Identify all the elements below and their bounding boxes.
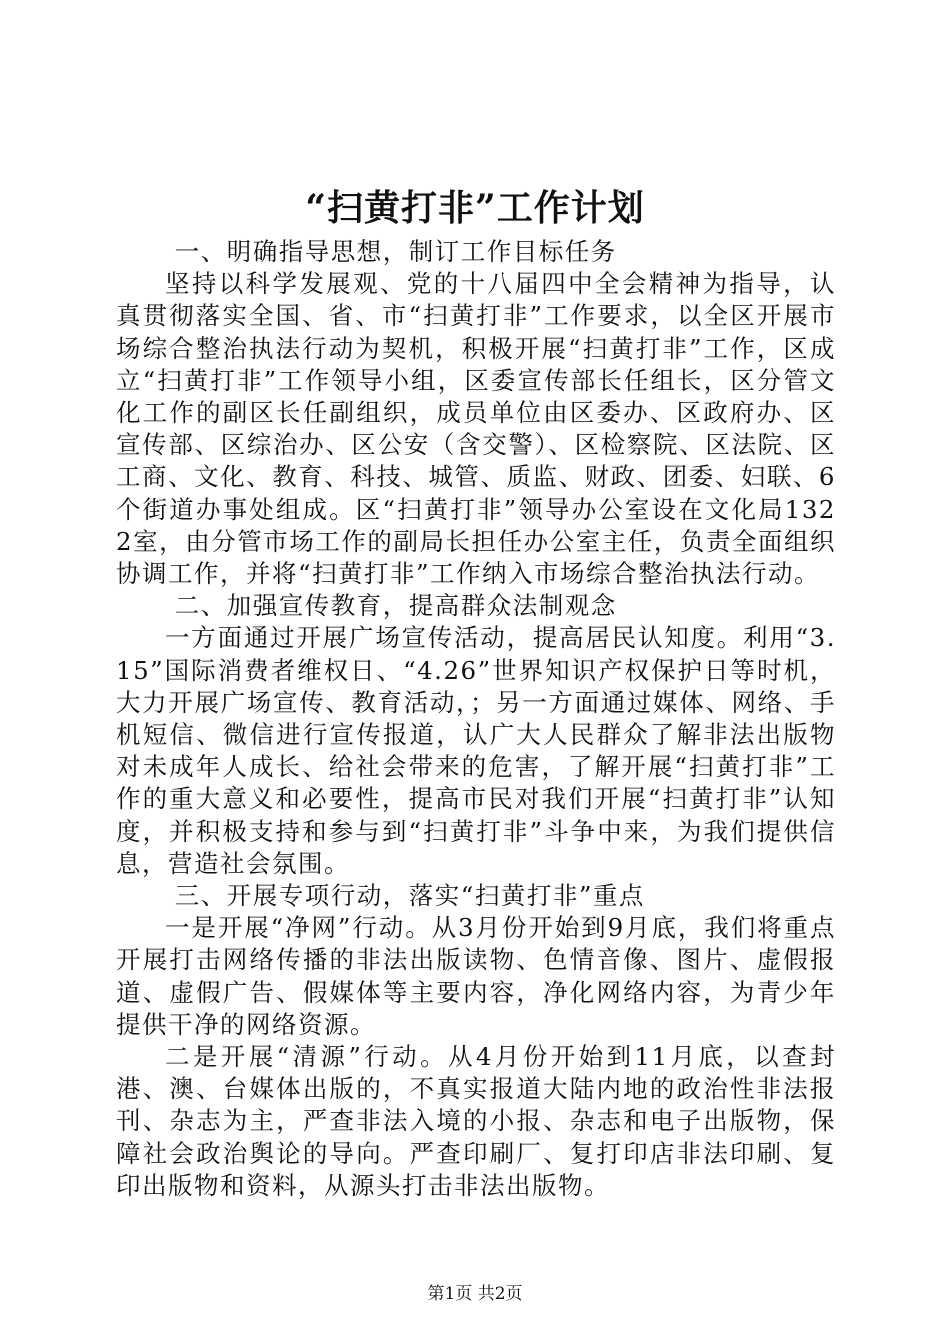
section-heading-1: 一、明确指导思想，制订工作目标任务	[174, 237, 617, 266]
paragraph-4: 二是开展“清源”行动。从4月份开始到11月底，以查封港、澳、台媒体出版的，不真实报道大陆内地的政治性非法报刊、杂志为主，严查非法入境的小报、杂志和电子出版物，保障社会政治舆论的导向。严查印刷厂、复打印店非法印刷、复印出版物和资料，从源头打击非法出版物。	[116, 1042, 836, 1200]
section-heading-3: 三、开展专项行动，落实“扫黄打非”重点	[174, 881, 645, 911]
paragraph-3: 一是开展“净网”行动。从3月份开始到9月底，我们将重点开展打击网络传播的非法出版读物、色情音像、图片、虚假报道、虚假广告、假媒体等主要内容，净化网络内容，为青少年提供干净的网络资源。	[116, 913, 836, 1039]
section-heading-2: 二、加强宣传教育，提高群众法制观念	[174, 591, 617, 621]
paragraph-2: 一方面通过开展广场宣传活动，提高居民认知度。利用“3.15”国际消费者维权日、“4.26”世界知识产权保护日等时机，大力开展广场宣传、教育活动，；另一方面通过媒体、网络、手机短信、微信进行宣传报道，认广大人民群众了解非法出版物对未成年人成长、给社会带来的危害，了解开展“扫黄打非”工作的重大意义和必要性，提高市民对我们开展“扫黄打非”认知度，并积极支持和参与到“扫黄打非”斗争中来，为我们提供信息，营造社会氛围。	[116, 623, 836, 878]
document-body	[116, 236, 836, 1202]
paragraph-1: 坚持以科学发展观、党的十八届四中全会精神为指导，认真贯彻落实全国、省、市“扫黄打非”工作要求，以全区开展市场综合整治执法行动为契机，积极开展“扫黄打非”工作，区成立“扫黄打非”工作领导小组，区委宣传部长任组长，区分管文化工作的副区长任副组织，成员单位由区委办、区政府办、区宣传部、区综治办、区公安（含交警）、区检察院、区法院、区工商、文化、教育、科技、城管、质监、财政、团委、妇联、6个街道办事处组成。区“扫黄打非”领导办公室设在文化局1322室，由分管市场工作的副局长担任办公室主任，负责全面组织协调工作，并将“扫黄打非”工作纳入市场综合整治执法行动。	[116, 269, 836, 589]
page-footer: 第1页 共2页	[427, 1284, 523, 1304]
document-title: “扫黄打非”工作计划	[305, 187, 645, 229]
